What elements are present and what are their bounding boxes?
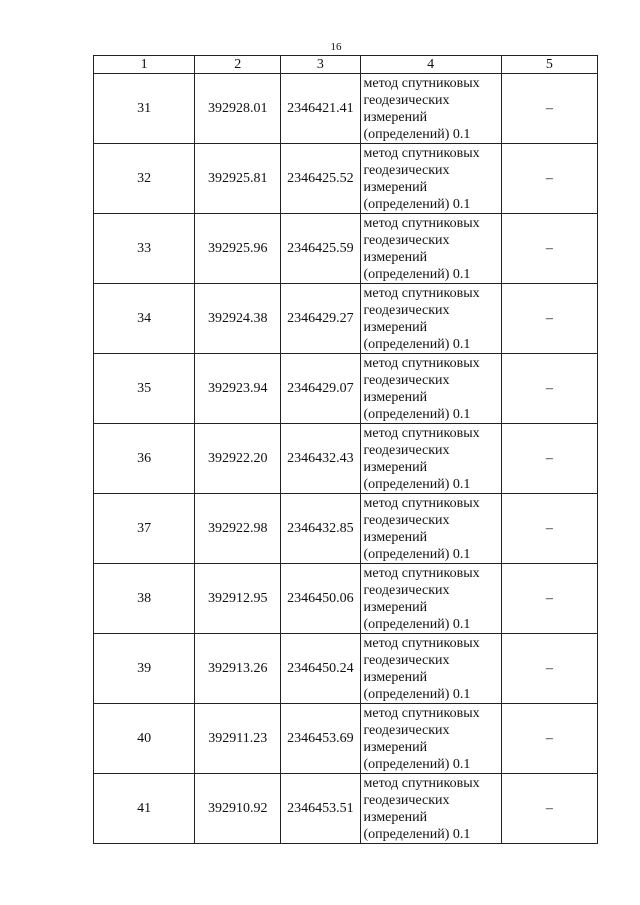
method-line: геодезических	[363, 232, 450, 248]
point-number-cell: 35	[94, 354, 195, 424]
point-number-cell: 34	[94, 284, 195, 354]
coordinates-table	[93, 55, 598, 844]
x-coordinate-cell: 392922.98	[195, 494, 281, 564]
method-cell	[360, 144, 501, 214]
method-cell	[360, 74, 501, 144]
note-cell: –	[501, 284, 597, 354]
method-line: геодезических	[363, 302, 450, 318]
table-row	[94, 214, 598, 284]
table-row	[94, 284, 598, 354]
method-line: метод спутниковых	[363, 75, 480, 91]
note-cell: –	[501, 704, 597, 774]
table-row	[94, 354, 598, 424]
method-line: измерений	[363, 529, 428, 545]
method-line: (определений) 0.1	[363, 126, 471, 142]
method-line: метод спутниковых	[363, 145, 480, 161]
method-cell	[360, 424, 501, 494]
method-line: (определений) 0.1	[363, 616, 471, 632]
point-number-cell: 39	[94, 634, 195, 704]
method-cell	[360, 774, 501, 844]
method-line: измерений	[363, 599, 428, 615]
note-cell: –	[501, 354, 597, 424]
y-coordinate-cell: 2346450.24	[281, 634, 360, 704]
y-coordinate-cell: 2346425.52	[281, 144, 360, 214]
x-coordinate-cell: 392924.38	[195, 284, 281, 354]
x-coordinate-cell: 392922.20	[195, 424, 281, 494]
method-line: геодезических	[363, 512, 450, 528]
method-line: измерений	[363, 669, 428, 685]
note-cell: –	[501, 634, 597, 704]
method-line: (определений) 0.1	[363, 826, 471, 842]
note-cell: –	[501, 424, 597, 494]
note-cell: –	[501, 74, 597, 144]
x-coordinate-cell: 392911.23	[195, 704, 281, 774]
method-line: измерений	[363, 319, 428, 335]
note-cell: –	[501, 564, 597, 634]
method-line: метод спутниковых	[363, 215, 480, 231]
method-line: измерений	[363, 109, 428, 125]
method-line: измерений	[363, 459, 428, 475]
method-cell	[360, 284, 501, 354]
table-row	[94, 424, 598, 494]
method-line: метод спутниковых	[363, 565, 480, 581]
y-coordinate-cell: 2346429.07	[281, 354, 360, 424]
method-line: (определений) 0.1	[363, 476, 471, 492]
method-line: геодезических	[363, 372, 450, 388]
method-line: метод спутниковых	[363, 705, 480, 721]
x-coordinate-cell: 392910.92	[195, 774, 281, 844]
x-coordinate-cell: 392925.81	[195, 144, 281, 214]
y-coordinate-cell: 2346453.51	[281, 774, 360, 844]
method-cell	[360, 354, 501, 424]
method-line: измерений	[363, 809, 428, 825]
method-line: геодезических	[363, 92, 450, 108]
method-line: измерений	[363, 739, 428, 755]
table-row	[94, 634, 598, 704]
x-coordinate-cell: 392928.01	[195, 74, 281, 144]
y-coordinate-cell: 2346450.06	[281, 564, 360, 634]
table-row	[94, 74, 598, 144]
table-row	[94, 144, 598, 214]
note-cell: –	[501, 214, 597, 284]
method-line: (определений) 0.1	[363, 686, 471, 702]
table-row	[94, 494, 598, 564]
header-col-4: 4	[360, 56, 501, 74]
table-row	[94, 704, 598, 774]
method-cell	[360, 564, 501, 634]
method-line: метод спутниковых	[363, 355, 480, 371]
header-col-5: 5	[501, 56, 597, 74]
x-coordinate-cell: 392912.95	[195, 564, 281, 634]
method-line: (определений) 0.1	[363, 266, 471, 282]
x-coordinate-cell: 392913.26	[195, 634, 281, 704]
method-line: геодезических	[363, 162, 450, 178]
method-line: метод спутниковых	[363, 635, 480, 651]
point-number-cell: 31	[94, 74, 195, 144]
point-number-cell: 33	[94, 214, 195, 284]
method-cell	[360, 214, 501, 284]
note-cell: –	[501, 494, 597, 564]
method-line: (определений) 0.1	[363, 546, 471, 562]
table-header	[94, 56, 598, 74]
method-line: (определений) 0.1	[363, 196, 471, 212]
method-line: геодезических	[363, 582, 450, 598]
method-line: метод спутниковых	[363, 425, 480, 441]
y-coordinate-cell: 2346432.43	[281, 424, 360, 494]
table-row	[94, 564, 598, 634]
point-number-cell: 38	[94, 564, 195, 634]
y-coordinate-cell: 2346453.69	[281, 704, 360, 774]
point-number-cell: 32	[94, 144, 195, 214]
y-coordinate-cell: 2346432.85	[281, 494, 360, 564]
method-line: измерений	[363, 249, 428, 265]
header-row	[94, 56, 598, 74]
x-coordinate-cell: 392925.96	[195, 214, 281, 284]
method-line: (определений) 0.1	[363, 406, 471, 422]
table-body	[94, 74, 598, 844]
y-coordinate-cell: 2346421.41	[281, 74, 360, 144]
method-line: метод спутниковых	[363, 495, 480, 511]
method-line: геодезических	[363, 722, 450, 738]
x-coordinate-cell: 392923.94	[195, 354, 281, 424]
header-col-2: 2	[195, 56, 281, 74]
y-coordinate-cell: 2346425.59	[281, 214, 360, 284]
method-cell	[360, 494, 501, 564]
method-cell	[360, 704, 501, 774]
point-number-cell: 37	[94, 494, 195, 564]
method-line: геодезических	[363, 442, 450, 458]
method-cell	[360, 634, 501, 704]
method-line: метод спутниковых	[363, 775, 480, 791]
header-col-1: 1	[94, 56, 195, 74]
table-row	[94, 774, 598, 844]
method-line: метод спутниковых	[363, 285, 480, 301]
method-line: (определений) 0.1	[363, 336, 471, 352]
point-number-cell: 40	[94, 704, 195, 774]
method-line: геодезических	[363, 652, 450, 668]
point-number-cell: 36	[94, 424, 195, 494]
note-cell: –	[501, 144, 597, 214]
page-number: 16	[330, 41, 342, 53]
method-line: измерений	[363, 179, 428, 195]
method-line: (определений) 0.1	[363, 756, 471, 772]
header-col-3: 3	[281, 56, 360, 74]
method-line: измерений	[363, 389, 428, 405]
point-number-cell: 41	[94, 774, 195, 844]
note-cell: –	[501, 774, 597, 844]
y-coordinate-cell: 2346429.27	[281, 284, 360, 354]
method-line: геодезических	[363, 792, 450, 808]
